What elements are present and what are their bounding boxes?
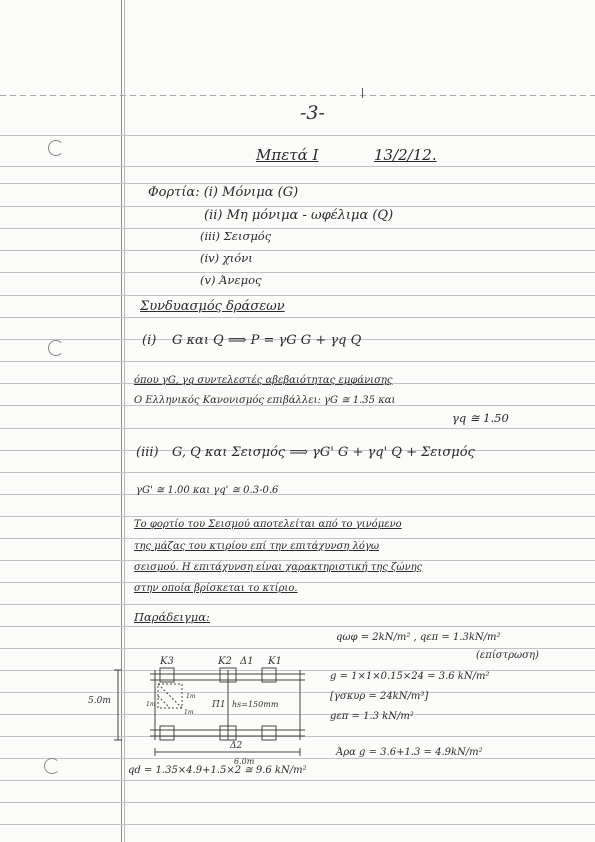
rule-line [0, 206, 595, 207]
sketch-label-d2: Δ2 [230, 741, 243, 751]
rule-line [0, 780, 595, 781]
paragraph-line: στην οποία βρίσκεται το κτίριο. [134, 583, 298, 594]
rule-line [0, 428, 595, 429]
sketch-label-k1: K1 [268, 656, 282, 667]
page-date: 13/2/12. [374, 146, 437, 164]
loads-item: (iii) Σεισμός [200, 229, 272, 243]
binder-hole [44, 758, 60, 774]
example-result: Άρα g = 3.6+1.3 = 4.9kN/m² [336, 747, 483, 758]
rule-line [0, 183, 595, 184]
case1-label: (i) [142, 333, 157, 348]
rule-line [0, 824, 595, 825]
page-title: Μπετά Ι [256, 146, 319, 164]
sketch-label-width: 6.0m [234, 757, 255, 766]
sketch-label-height: 5.0m [88, 696, 111, 706]
case1-note: Ο Ελληνικός Κανονισμός επιβάλλει: γG ≅ 1.35 και [134, 395, 396, 406]
rule-line [0, 166, 595, 167]
example-final: qd = 1.35×4.9+1.5×2 ≅ 9.6 kN/m² [128, 765, 307, 776]
rule-line [0, 604, 595, 605]
paragraph-line: σεισμού. Η επιτάχυνση είναι χαρακτηριστική της ζώνης [134, 562, 423, 573]
paragraph-line: Το φορτίο του Σεισμού αποτελείται από το γινόμενο [134, 519, 402, 530]
rule-line [0, 472, 595, 473]
example-line: [γσκυρ = 24kN/m³] [330, 691, 429, 702]
case3-label: (iii) [136, 445, 159, 460]
case1-note: όπου γG, γq συντελεστές αβεβαιότητας εμφάνισης [134, 375, 393, 386]
sketch-label-pi1: Π1 [212, 700, 226, 710]
rule-line [0, 272, 595, 273]
example-line: g = 1×1×0.15×24 = 3.6 kN/m² [330, 671, 490, 682]
example-line: qωφ = 2kN/m² , qεπ = 1.3kN/m² [336, 632, 501, 643]
rule-line [0, 494, 595, 495]
rule-line [0, 317, 595, 318]
binder-hole [48, 140, 64, 156]
loads-item: (ii) Μη μόνιμα - ωφέλιμα (Q) [204, 208, 394, 223]
sketch-label-k2: K2 [218, 656, 232, 667]
combinations-heading: Συνδυασμός δράσεων [140, 299, 285, 314]
sketch-label-1m: 1m [184, 709, 194, 716]
example-line-note: (επίστρωση) [476, 650, 539, 661]
top-dashed-line [0, 95, 595, 96]
loads-item: (iv) χιόνι [200, 251, 253, 265]
case1-formula: G και Q ⟹ P = γG G + γq Q [172, 333, 362, 348]
rule-line [0, 626, 595, 627]
sketch-label-k3: K3 [160, 656, 174, 667]
binder-hole [48, 340, 64, 356]
rule-line [0, 228, 595, 229]
case3-values: γG' ≅ 1.00 και γq' ≅ 0.3-0.6 [136, 485, 279, 496]
sketch-label-d1: Δ1 [240, 656, 254, 667]
rule-line [0, 250, 595, 251]
case1-note: γq ≅ 1.50 [452, 411, 509, 425]
loads-item: (v) Άνεμος [200, 273, 262, 287]
example-heading: Παράδειγμα: [134, 610, 210, 624]
rule-line [0, 295, 595, 296]
slab-sketch [88, 640, 330, 770]
rule-line [0, 802, 595, 803]
paragraph-line: της μάζας του κτιρίου επί την επιτάχυνση λόγω [134, 541, 380, 552]
rule-line [0, 560, 595, 561]
rule-line [0, 135, 595, 136]
sketch-label-1m: 1m [146, 701, 156, 708]
loads-heading: Φορτία: (i) Μόνιμα (G) [148, 185, 299, 200]
case3-formula: G, Q και Σεισμός ⟹ γG' G + γq' Q + Σεισμός [172, 445, 475, 460]
sketch-label-hs: hs=150mm [232, 700, 279, 709]
rule-line [0, 361, 595, 362]
example-line: gεπ = 1.3 kN/m² [330, 711, 414, 722]
rule-line [0, 538, 595, 539]
rule-line [0, 516, 595, 517]
top-tick-mark [362, 88, 363, 98]
sketch-label-1m: 1m [186, 693, 196, 700]
page-number: -3- [300, 102, 325, 124]
